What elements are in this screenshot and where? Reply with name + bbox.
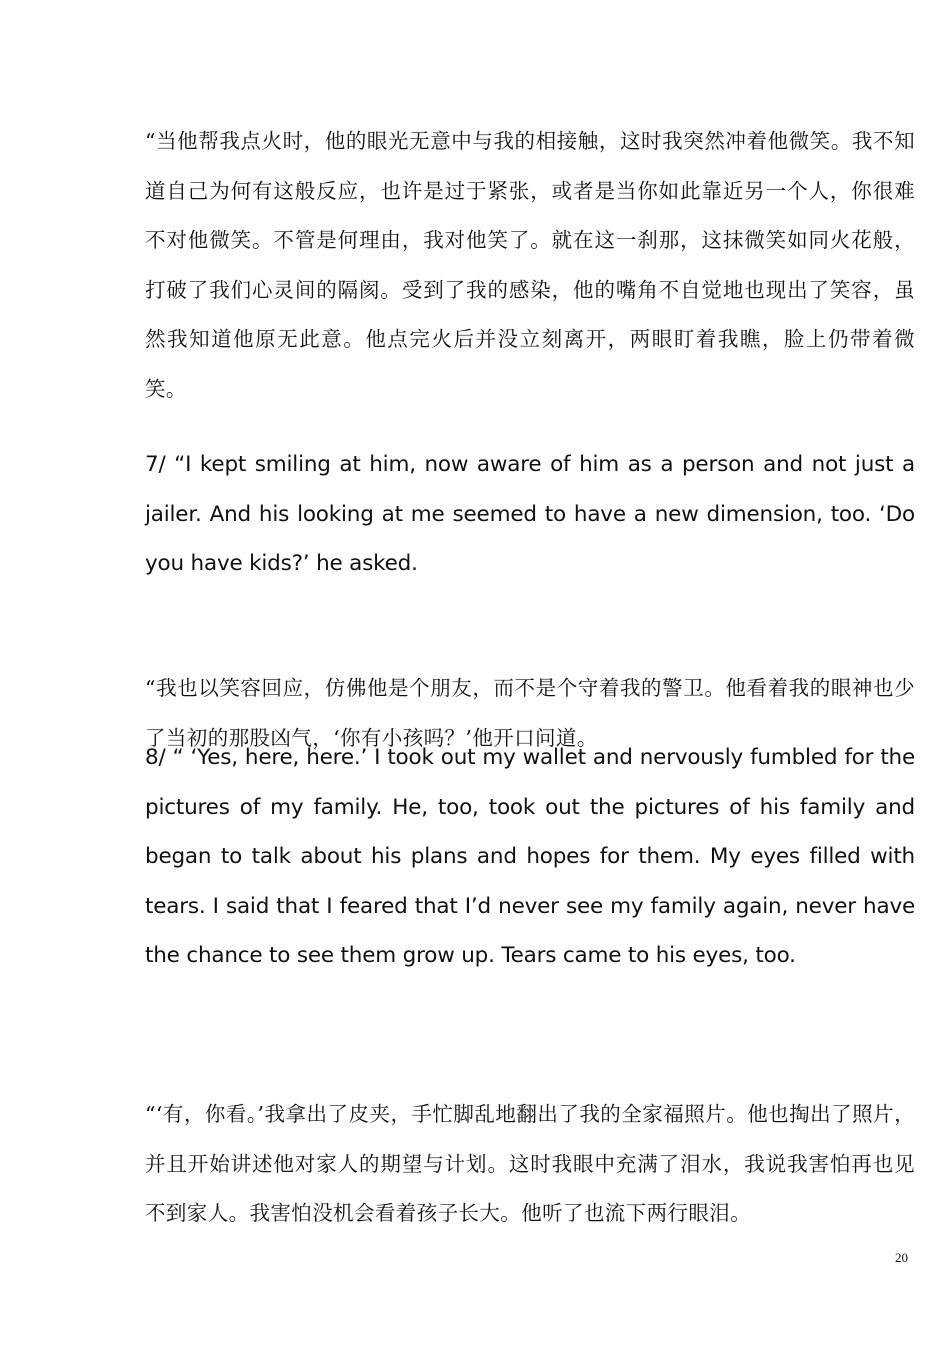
paragraph-chinese-7: “我也以笑容回应，仿佛他是个朋友，而不是个守着我的警卫。他看着我的眼神也少了当初的那股凶气，‘你有小孩吗？’他开口问道。 — [145, 676, 915, 750]
paragraph-chinese-1: “当他帮我点火时，他的眼光无意中与我的相接触，这时我突然冲着他微笑。我不知道自己为何有这般反应，也许是过于紧张，或者是当你如此靠近另一个人，你很难不对他微笑。不管是何理由，我对他笑了。就在这一刹那，这抹微笑如同火花般，打破了我们心灵间的隔阂。受到了我的感染，他的嘴角不自觉地也现出了笑容，虽然我知道他原无此意。他点完火后并没立刻离开，两眼盯着我瞧，脸上仍带着微笑。 — [145, 129, 915, 401]
paragraph-english-7: 7/ “I kept smiling at him, now aware of him as a person and not just a jailer. And his looking at me seemed to have a new dimension, too. ‘Do you have kids?’ he asked. — [145, 452, 915, 576]
paragraph-chinese-8: “‘有，你看。’我拿出了皮夹，手忙脚乱地翻出了我的全家福照片。他也掏出了照片，并且开始讲述他对家人的期望与计划。这时我眼中充满了泪水，我说我害怕再也见不到家人。我害怕没机会看着孩子长大。他听了也流下两行眼泪。 — [145, 1102, 915, 1225]
page-number: 20 — [895, 1250, 908, 1265]
paragraph-english-8: 8/ “ ‘Yes, here, here.’ I took out my wallet and nervously fumbled for the pictures of my family. He, too, took out the pictures of his family and began to talk about his plans and hopes for them. My eyes filled with tears. I said that I feared that I’d never see my family again, never have the chance to see them grow up. Tears came to his eyes, too. — [145, 745, 915, 968]
